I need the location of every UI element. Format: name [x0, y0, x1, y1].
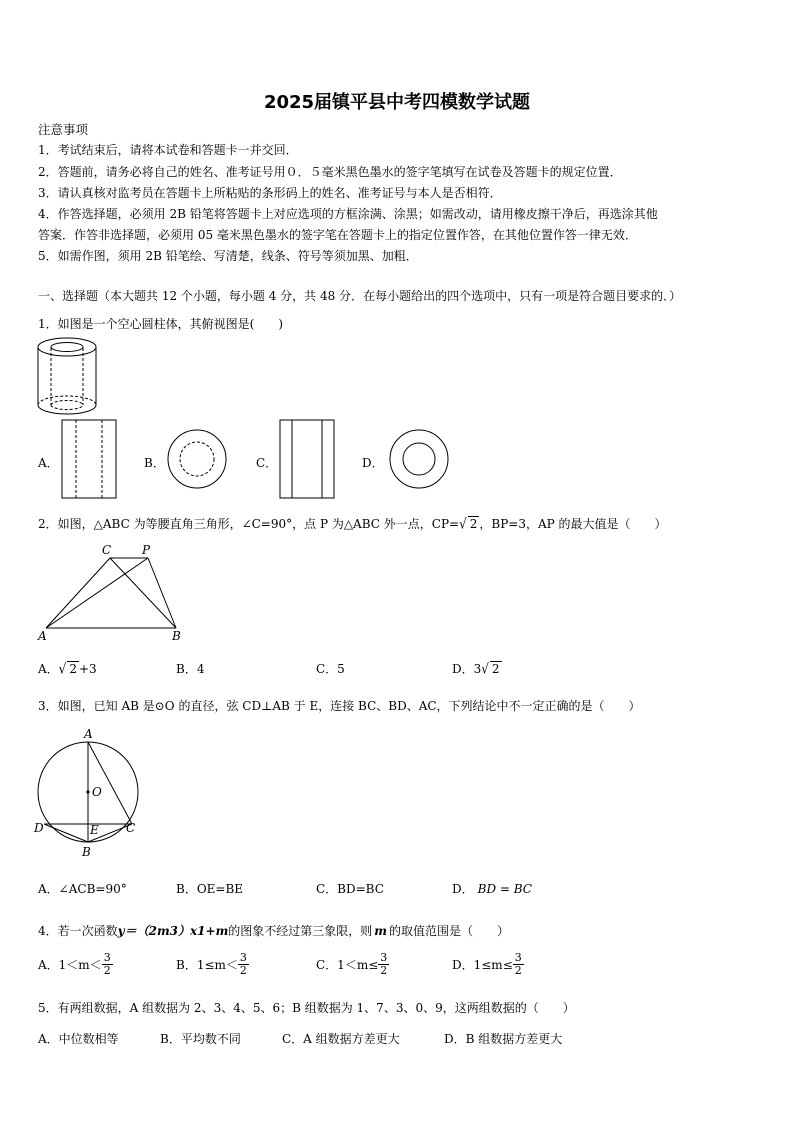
q2-stem-radicand: 2 — [469, 517, 478, 531]
q3-option-d-expr: BD = BC — [477, 882, 532, 896]
q5-option-d: D．B 组数据方差更大 — [444, 1032, 563, 1046]
q1-cylinder-figure — [34, 335, 100, 417]
q1-option-d-label: D． — [362, 456, 384, 470]
q3-label-c: C — [126, 821, 136, 835]
section-heading: 一、选择题（本大题共 12 个小题，每小题 4 分，共 48 分．在每小题给出的四个选项中，只有一项是符合题目要求的．） — [38, 289, 682, 303]
q4-option-c-text: C．1＜m≤ — [316, 958, 379, 972]
q2-triangle-figure — [36, 540, 186, 645]
q2-option-d — [452, 660, 502, 677]
fraction-denominator: 2 — [239, 964, 247, 977]
q2-stem-part: ，BP=3，AP 的最大值是（ ） — [479, 517, 667, 531]
sqrt-icon: √ — [481, 660, 489, 678]
q2-option-a-rest: +3 — [78, 662, 97, 676]
q4-option-b-fraction — [238, 952, 249, 977]
q5-option-c: C．A 组数据方差更大 — [282, 1032, 400, 1046]
q1-option-d-figure — [388, 428, 450, 490]
q4-option-b — [176, 952, 249, 977]
q3-option-b: B．OE=BE — [176, 882, 244, 896]
q4-option-c — [316, 952, 389, 977]
q5-option-a: A．中位数相等 — [38, 1032, 119, 1046]
q3-circle-figure — [32, 724, 142, 860]
q1-option-a-label: A． — [38, 456, 59, 470]
q1-option-c-label: C． — [256, 456, 278, 470]
q2-stem-part: 2．如图，△ABC 为等腰直角三角形，∠C=90°，点 P 为△ABC 外一点，CP= — [38, 517, 460, 531]
q1-stem: 1．如图是一个空心圆柱体，其俯视图是( ) — [38, 317, 283, 331]
notice-item: 3．请认真核对监考员在答题卡上所粘贴的条形码上的姓名、准考证号与本人是否相符． — [38, 186, 502, 200]
q4-option-d — [452, 952, 524, 977]
q1-option-a-figure — [60, 418, 118, 500]
q4-stem-function: y＝（2m3）x1+m — [117, 924, 229, 938]
notice-item: 答案．作答非选择题，必须用 05 毫米黑色墨水的签字笔在答题卡上的指定位置作答，在其他位置作答一律无效． — [38, 228, 637, 242]
q2-option-d-radicand: 2 — [491, 662, 500, 676]
q2-option-b: B．4 — [176, 662, 205, 676]
q5-stem: 5．有两组数据，A 组数据为 2、3、4、5、6；B 组数据为 1、7、3、0、9，这两组数据的（ ） — [38, 1001, 575, 1015]
q4-stem — [38, 922, 509, 939]
q3-option-d-label: D． — [452, 882, 474, 896]
fraction-denominator: 2 — [103, 964, 111, 977]
q2-label-p: P — [142, 543, 151, 557]
q2-option-a — [38, 660, 97, 677]
q4-option-a-fraction — [102, 952, 113, 977]
page-title: 2025届镇平县中考四模数学试题 — [263, 92, 531, 113]
q4-stem-variable: m — [374, 924, 387, 938]
fraction-denominator: 2 — [380, 964, 388, 977]
notice-item: 1．考试结束后，请将本试卷和答题卡一并交回． — [38, 143, 298, 157]
q3-option-c: C．BD=BC — [316, 882, 384, 896]
q5-option-b: B．平均数不同 — [160, 1032, 241, 1046]
q3-option-a: A．∠ACB=90° — [38, 882, 127, 896]
q3-label-a: A — [84, 727, 93, 741]
fraction-denominator: 2 — [514, 964, 522, 977]
q3-label-o: O — [92, 785, 102, 799]
q1-option-b-label: B． — [144, 456, 165, 470]
sqrt-icon: √ — [58, 660, 67, 678]
q4-stem-part: 4．若一次函数 — [38, 924, 118, 938]
q4-option-c-fraction — [378, 952, 389, 977]
fraction-numerator: 3 — [514, 951, 522, 964]
q3-label-b: B — [82, 845, 91, 859]
q4-option-a — [38, 952, 113, 977]
q3-option-d — [452, 880, 532, 897]
q2-label-a: A — [38, 629, 47, 643]
notice-item: 2．答题前，请务必将自己的姓名、准考证号用０．５毫米黑色墨水的签字笔填写在试卷及答题卡的规定位置． — [38, 165, 622, 179]
q2-option-a-radicand: 2 — [69, 662, 77, 676]
q3-label-e: E — [90, 823, 99, 837]
q1-option-b-figure — [166, 428, 228, 490]
q2-option-a-label: A． — [38, 662, 59, 676]
q3-label-d: D — [34, 821, 44, 835]
q4-option-b-text: B．1≤m＜ — [176, 958, 238, 972]
fraction-numerator: 3 — [239, 951, 247, 964]
q2-option-d-label: D．3 — [452, 662, 482, 676]
q2-label-b: B — [172, 629, 181, 643]
q4-option-d-fraction — [513, 952, 524, 977]
q4-stem-part: 的图象不经过第三象限，则 — [228, 924, 373, 938]
q4-stem-part: 的取值范围是（ ） — [389, 924, 510, 938]
q2-option-c: C．5 — [316, 662, 345, 676]
q3-stem: 3．如图，已知 AB 是⊙O 的直径，弦 CD⊥AB 于 E，连接 BC、BD、AC，下列结论中不一定正确的是（ ） — [38, 699, 641, 713]
q2-label-c: C — [102, 543, 112, 557]
q4-option-a-text: A．1＜m＜ — [38, 958, 102, 972]
notice-heading: 注意事项 — [38, 122, 89, 137]
notice-item: 5．如需作图，须用 2B 铅笔绘、写清楚，线条、符号等须加黑、加粗． — [38, 249, 418, 263]
q2-stem — [38, 515, 667, 532]
notice-item: 4．作答选择题，必须用 2B 铅笔将答题卡上对应选项的方框涂满、涂黑；如需改动，请用橡皮擦干净后，再选涂其他 — [38, 207, 658, 221]
q4-option-d-text: D．1≤m≤ — [452, 958, 513, 972]
fraction-numerator: 3 — [380, 951, 388, 964]
q1-option-c-figure — [278, 418, 336, 500]
fraction-numerator: 3 — [103, 951, 111, 964]
sqrt-icon: √ — [459, 515, 467, 533]
